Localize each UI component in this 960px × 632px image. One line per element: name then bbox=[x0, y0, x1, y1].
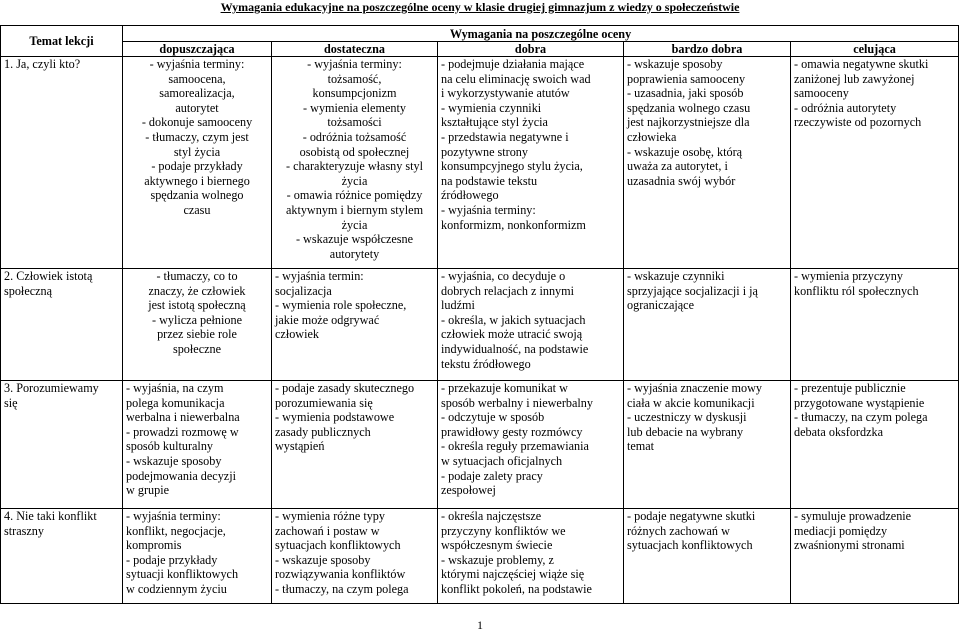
lesson-topic: 4. Nie taki konflikt straszny bbox=[1, 509, 123, 604]
requirement-cell: - prezentuje publicznie przygotowane wystąpienie - tłumaczy, na czym polega debata oksfordzka bbox=[791, 381, 959, 509]
grade-header-bardzo-dobra: bardzo dobra bbox=[624, 42, 791, 57]
lesson-topic: 2. Człowiek istotą społeczną bbox=[1, 269, 123, 381]
grade-header-dobra: dobra bbox=[438, 42, 624, 57]
requirement-cell: - wyjaśnia terminy: tożsamość, konsumpcjonizm - wymienia elementy tożsamości - odróżnia tożsamość osobistą od społecznej - charakteryzuje własny styl życia - omawia różnice pomiędzy aktywnym i biernym stylem życia - wskazuje współczesne autorytety bbox=[272, 57, 438, 269]
document-title: Wymagania edukacyjne na poszczególne oceny w klasie drugiej gimnazjum z wiedzy o społeczeństwie bbox=[220, 0, 740, 14]
requirement-cell: - podejmuje działania mające na celu eliminację swoich wad i wykorzystywanie atutów - wymienia czynniki kształtujące styl życia - przedstawia negatywne i pozytywne strony konsumpcyjnego stylu życia, na podstawie tekstu źródłowego - wyjaśnia terminy: konformizm, nonkonformizm bbox=[438, 57, 624, 269]
grade-header-celujaca: celująca bbox=[791, 42, 959, 57]
table-row bbox=[1, 57, 959, 269]
requirement-cell: - przekazuje komunikat w sposób werbalny i niewerbalny - odczytuje w sposób prawidłowy gesty rozmówcy - określa reguły przemawiania w sytuacjach oficjalnych - podaje zalety pracy zespołowej bbox=[438, 381, 624, 509]
lesson-topic: 3. Porozumiewamy się bbox=[1, 381, 123, 509]
requirement-cell: - wyjaśnia, co decyduje o dobrych relacjach z innymi ludźmi - określa, w jakich sytuacjach człowiek może utracić swoją indywidualność, na podstawie tekstu źródłowego bbox=[438, 269, 624, 381]
requirement-cell: - wskazuje sposoby poprawienia samooceny - uzasadnia, jaki sposób spędzania wolnego czasu jest najkorzystniejsze dla człowieka - wskazuje osobę, którą uważa za autorytet, i uzasadnia swój wybór bbox=[624, 57, 791, 269]
page-number: 1 bbox=[477, 618, 483, 632]
requirement-cell: - podaje zasady skutecznego porozumiewania się - wymienia podstawowe zasady publicznych wystąpień bbox=[272, 381, 438, 509]
grades-group-header: Wymagania na poszczególne oceny bbox=[123, 26, 959, 42]
requirement-cell: - symuluje prowadzenie mediacji pomiędzy zwaśnionymi stronami bbox=[791, 509, 959, 604]
requirement-cell: - wyjaśnia, na czym polega komunikacja werbalna i niewerbalna - prowadzi rozmowę w sposób kulturalny - wskazuje sposoby podejmowania decyzji w grupie bbox=[123, 381, 272, 509]
requirement-cell: - tłumaczy, co to znaczy, że człowiek jest istotą społeczną - wylicza pełnione przez siebie role społeczne bbox=[123, 269, 272, 381]
table-row bbox=[1, 381, 959, 509]
requirements-table bbox=[0, 25, 959, 604]
requirement-cell: - wymienia różne typy zachowań i postaw w sytuacjach konfliktowych - wskazuje sposoby rozwiązywania konfliktów - tłumaczy, na czym polega bbox=[272, 509, 438, 604]
requirement-cell: - wymienia przyczyny konfliktu ról społecznych bbox=[791, 269, 959, 381]
grade-header-dopuszczajaca: dopuszczająca bbox=[123, 42, 272, 57]
requirement-cell: - wskazuje czynniki sprzyjające socjalizacji i ją ograniczające bbox=[624, 269, 791, 381]
requirement-cell: - podaje negatywne skutki różnych zachowań w sytuacjach konfliktowych bbox=[624, 509, 791, 604]
grade-header-dostateczna: dostateczna bbox=[272, 42, 438, 57]
requirement-cell: - wyjaśnia terminy: konflikt, negocjacje, kompromis - podaje przykłady sytuacji konfliktowych w codziennym życiu bbox=[123, 509, 272, 604]
lesson-topic: 1. Ja, czyli kto? bbox=[1, 57, 123, 269]
table-row bbox=[1, 269, 959, 381]
table-row bbox=[1, 509, 959, 604]
requirement-cell: - określa najczęstsze przyczyny konfliktów we współczesnym świecie - wskazuje problemy, z którymi najczęściej wiąże się konflikt pokoleń, na podstawie bbox=[438, 509, 624, 604]
requirement-cell: - wyjaśnia terminy: samoocena, samorealizacja, autorytet - dokonuje samooceny - tłumaczy, czym jest styl życia - podaje przykłady aktywnego i biernego spędzania wolnego czasu bbox=[123, 57, 272, 269]
requirement-cell: - wyjaśnia termin: socjalizacja - wymienia role społeczne, jakie może odgrywać człowiek bbox=[272, 269, 438, 381]
topic-column-header: Temat lekcji bbox=[1, 26, 123, 57]
requirement-cell: - omawia negatywne skutki zaniżonej lub zawyżonej samooceny - odróżnia autorytety rzeczywiste od pozornych bbox=[791, 57, 959, 269]
requirement-cell: - wyjaśnia znaczenie mowy ciała w akcie komunikacji - uczestniczy w dyskusji lub debacie na wybrany temat bbox=[624, 381, 791, 509]
